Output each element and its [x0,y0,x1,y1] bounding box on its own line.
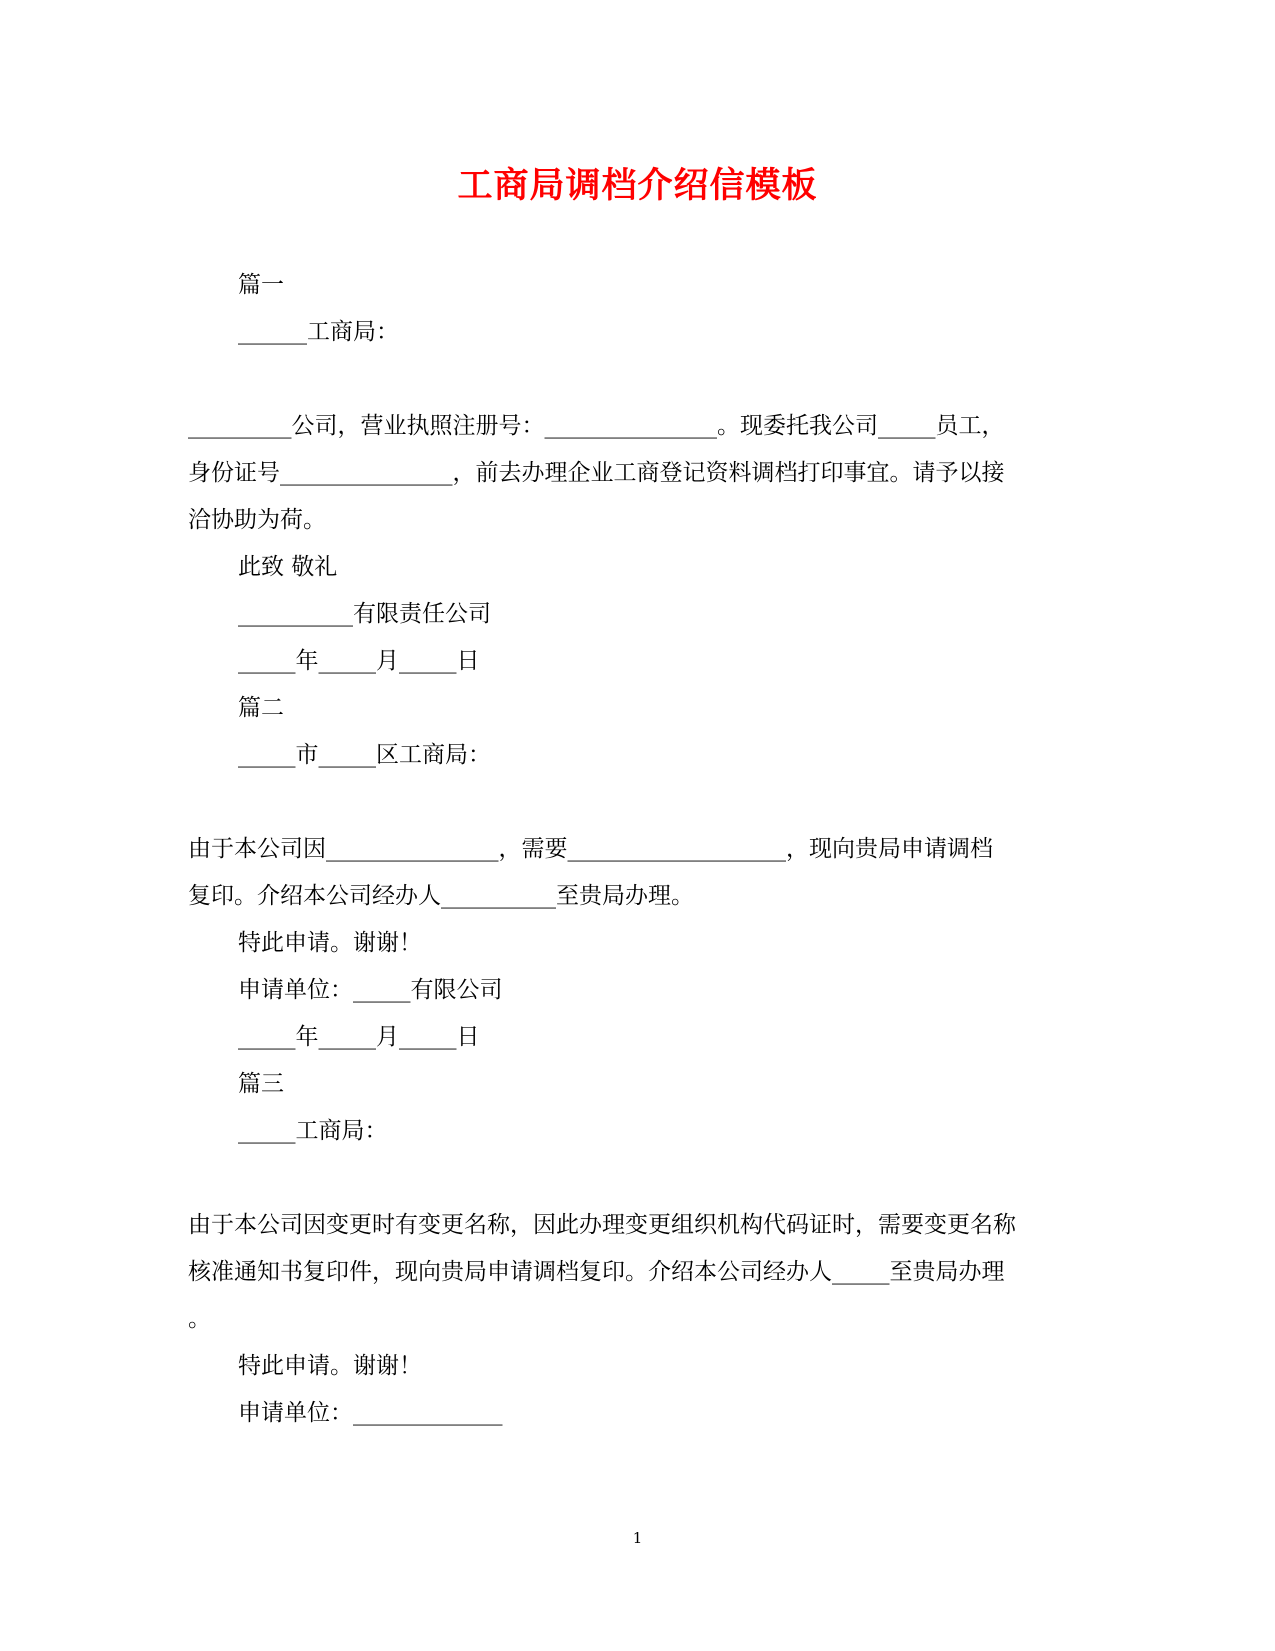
part3-body-line2: 核准通知书复印件，现向贵局申请调档复印。介绍本公司经办人_____至贵局办理 [188,1259,1005,1285]
part2-heading: 篇二 [238,695,284,721]
part2-closing: 特此申请。谢谢！ [238,930,422,956]
part3-addressee: _____工商局： [238,1118,388,1144]
part1-body-line3: 洽协助为荷。 [188,507,326,533]
part3-body-line1: 由于本公司因变更时有变更名称，因此办理变更组织机构代码证时，需要变更名称 [188,1212,1016,1238]
part1-closing: 此致 敬礼 [238,554,338,580]
part2-applicant: 申请单位：_____有限公司 [238,977,503,1003]
page-number: 1 [632,1529,643,1547]
part1-body-line2: 身份证号_______________，前去办理企业工商登记资料调档打印事宜。请予以接 [188,460,1005,486]
part2-body-line1: 由于本公司因_______________，需要___________________，现向贵局申请调档 [188,836,993,862]
part1-body-line1: _________公司，营业执照注册号：_______________。现委托我公司_____员工， [188,413,1005,439]
part2-body-line2: 复印。介绍本公司经办人__________至贵局办理。 [188,883,694,909]
part2-addressee: _____市_____区工商局： [238,742,491,768]
part3-body-line3: 。 [188,1306,211,1332]
part1-heading: 篇一 [238,272,284,298]
part3-applicant: 申请单位：_____________ [238,1400,503,1426]
part1-date: _____年_____月_____日 [238,648,480,674]
part1-company: __________有限责任公司 [238,601,491,627]
part3-heading: 篇三 [238,1071,284,1097]
part3-closing: 特此申请。谢谢！ [238,1353,422,1379]
part1-addressee: ______工商局： [238,319,399,345]
part2-date: _____年_____月_____日 [238,1024,480,1050]
document-title: 工商局调档介绍信模板 [457,165,818,206]
